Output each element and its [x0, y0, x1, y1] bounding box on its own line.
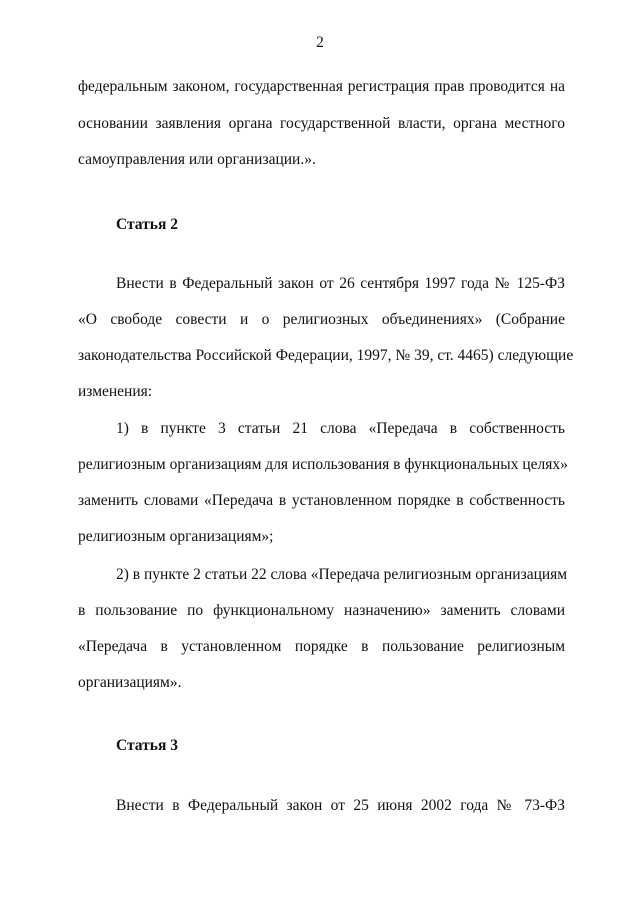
- paragraph-line: Внести в Федеральный закон от 25 июня 2002 года № 73-ФЗ: [116, 797, 565, 814]
- paragraph-line: законодательства Российской Федерации, 1997, № 39, ст. 4465) следующие: [78, 347, 574, 364]
- paragraph-line: «О свободе совести и о религиозных объединениях» (Собрание: [78, 311, 565, 328]
- list-item-line: религиозным организациям для использования в функциональных целях»: [78, 456, 568, 473]
- paragraph-line: основании заявления органа государственной власти, органа местного: [78, 115, 565, 132]
- list-item-line: «Передача в установленном порядке в пользование религиозным: [78, 638, 565, 655]
- list-item-line: организациям».: [78, 674, 182, 691]
- list-item-line: 1) в пункте 3 статьи 21 слова «Передача в собственность: [116, 420, 565, 437]
- list-item-line: заменить словами «Передача в установленном порядке в собственность: [78, 492, 565, 509]
- paragraph-line: самоуправления или организации.».: [78, 151, 316, 168]
- paragraph-line: Внести в Федеральный закон от 26 сентября 1997 года № 125-ФЗ: [116, 275, 565, 292]
- list-item-line: 2) в пункте 2 статьи 22 слова «Передача религиозным организациям: [116, 566, 568, 583]
- list-item-line: в пользование по функциональному назначению» заменить словами: [78, 602, 565, 619]
- list-item-line: религиозным организациям»;: [78, 528, 274, 545]
- article-heading: Статья 3: [116, 737, 178, 754]
- paragraph-line: федеральным законом, государственная регистрация прав проводится на: [78, 78, 565, 95]
- page-number: 2: [316, 34, 324, 51]
- article-heading: Статья 2: [116, 216, 178, 233]
- paragraph-line: изменения:: [78, 383, 153, 400]
